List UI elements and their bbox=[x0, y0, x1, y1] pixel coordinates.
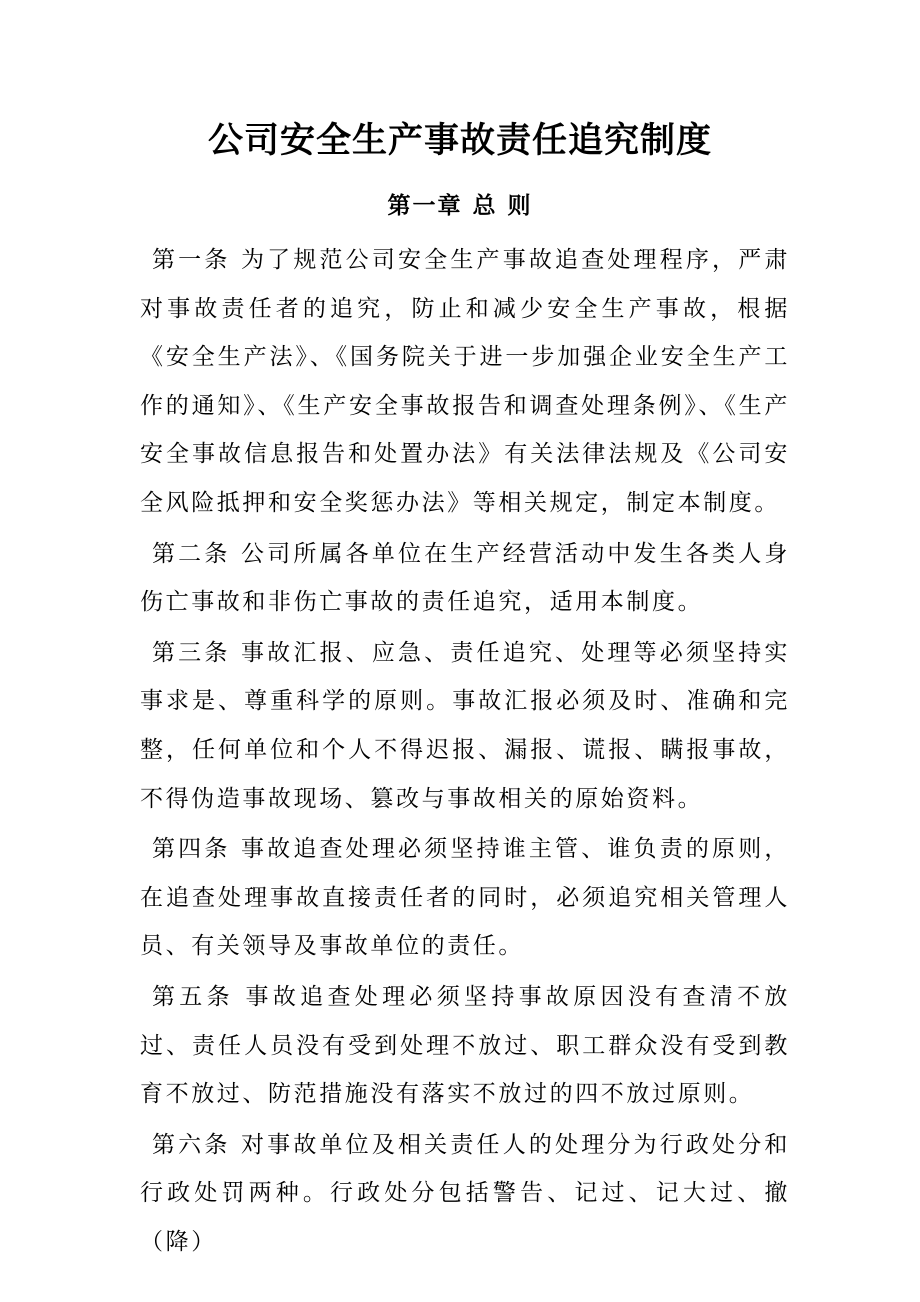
document-title: 公司安全生产事故责任追究制度 bbox=[207, 121, 712, 161]
chapter-heading: 第一章 总 则 bbox=[387, 192, 533, 219]
article-1: 第一条 为了规范公司安全生产事故追查处理程序，严肃对事故责任者的追究，防止和减少安全生产事故，根据《安全生产法》、《国务院关于进一步加强企业安全生产工作的通知》、《生产安全事故报告和调查处理条例》、《生产安全事故信息报告和处置办法》有关法律法规及《公司安全风险抵押和安全奖惩办法》等相关规定，制定本制度。 bbox=[140, 247, 790, 516]
article-2: 第二条 公司所属各单位在生产经营活动中发生各类人身伤亡事故和非伤亡事故的责任追究，适用本制度。 bbox=[140, 540, 790, 616]
document-body bbox=[140, 236, 790, 1268]
article-6: 第六条 对事故单位及相关责任人的处理分为行政处分和行政处罚两种。行政处分包括警告、记过、记大过、撤（降） bbox=[140, 1131, 790, 1255]
article-4: 第四条 事故追查处理必须坚持谁主管、谁负责的原则，在追查处理事故直接责任者的同时，必须追究相关管理人员、有关领导及事故单位的责任。 bbox=[140, 836, 790, 960]
article-3: 第三条 事故汇报、应急、责任追究、处理等必须坚持实事求是、尊重科学的原则。事故汇报必须及时、准确和完整，任何单位和个人不得迟报、漏报、谎报、瞒报事故，不得伪造事故现场、篡改与事故相关的原始资料。 bbox=[140, 639, 790, 812]
article-5: 第五条 事故追查处理必须坚持事故原因没有查清不放过、责任人员没有受到处理不放过、职工群众没有受到教育不放过、防范措施没有落实不放过的四不放过原则。 bbox=[140, 983, 790, 1108]
